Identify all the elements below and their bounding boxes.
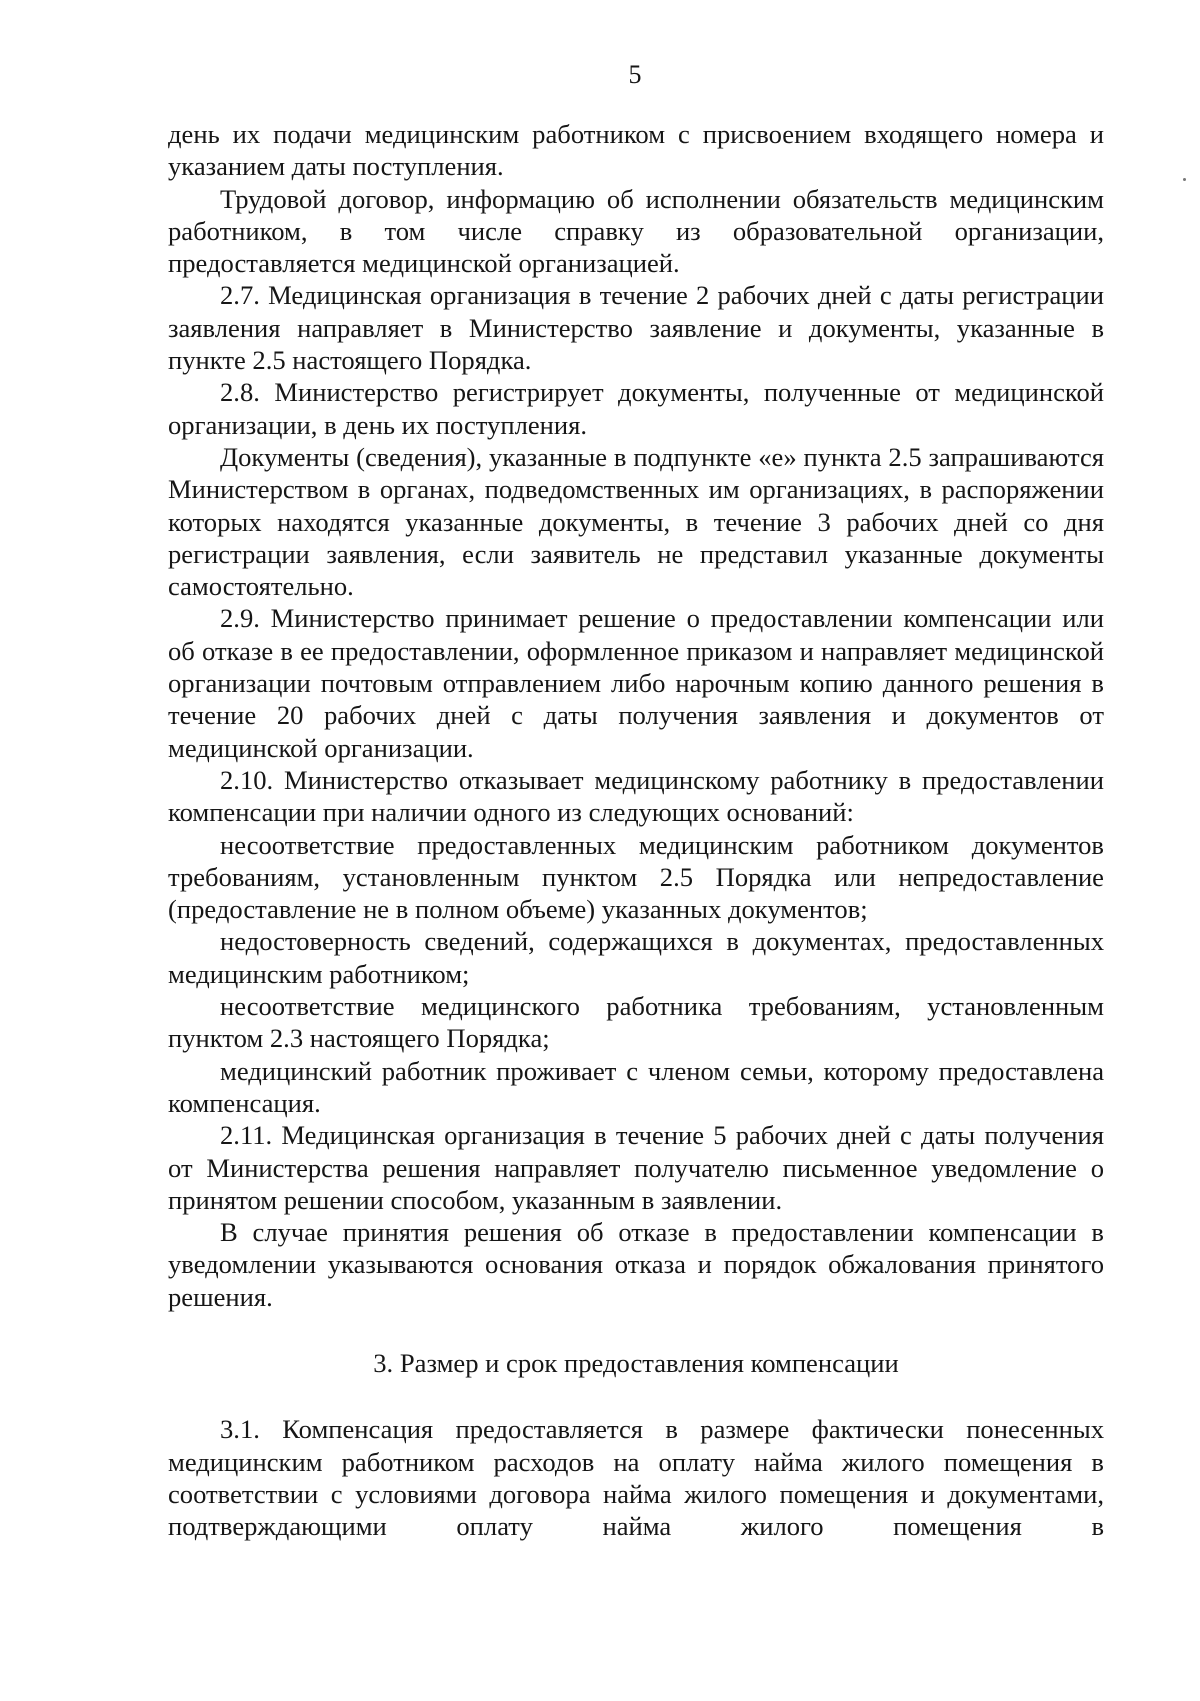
refusal-ground-1: несоответствие предоставленных медицинским работником документов требованиям, установленным пунктом 2.5 Порядка или непредоставление (предоставление не в полном объеме) указанных документов; xyxy=(168,829,1104,925)
refusal-ground-4: медицинский работник проживает с членом семьи, которому предоставлена компенсация. xyxy=(168,1055,1104,1118)
refusal-ground-2: недостоверность сведений, содержащихся в документах, предоставленных медицинским работником; xyxy=(168,926,1104,989)
section-heading: 3. Размер и срок предоставления компенсации xyxy=(373,1347,899,1378)
refusal-ground-3: несоответствие медицинского работника требованиям, установленным пунктом 2.3 настоящего Порядка; xyxy=(168,991,1104,1054)
paragraph-2-9: 2.9. Министерство принимает решение о предоставлении компенсации или об отказе в ее предоставлении, оформленное приказом и направляет медицинской организации почтовым отправлением либо нарочным копию данного решения в течение 20 рабочих дней с даты получения заявления и документов от медицинской организации. xyxy=(168,603,1104,763)
paragraph-documents-requested: Документы (сведения), указанные в подпункте «е» пункта 2.5 запрашиваются Министерством в органах, подведомственных им организациях, в распоряжении которых находятся указанные документы, в течение 3 рабочих дней со дня регистрации заявления, если заявитель не представил указанные документы самостоятельно. xyxy=(168,441,1104,602)
document-body xyxy=(168,118,1104,1542)
paragraph-3-1: 3.1. Компенсация предоставляется в размере фактически понесенных медицинским работником расходов на оплату найма жилого помещения в соответствии с условиями договора найма жилого помещения и документами, подтверждающими оплату найма жилого помещения в xyxy=(168,1414,1104,1542)
scan-speck xyxy=(1183,178,1186,181)
paragraph-2-10: 2.10. Министерство отказывает медицинскому работнику в предоставлении компенсации при наличии одного из следующих оснований: xyxy=(168,764,1104,828)
paragraph-2-8: 2.8. Министерство регистрирует документы, полученные от медицинской организации, в день их поступления. xyxy=(168,377,1104,440)
page-number: 5 xyxy=(628,60,642,89)
paragraph-refusal-notice: В случае принятия решения об отказе в предоставлении компенсации в уведомлении указываются основания отказа и порядок обжалования принятого решения. xyxy=(168,1217,1104,1312)
paragraph-continuation: день их подачи медицинским работником с присвоением входящего номера и указанием даты поступления. xyxy=(168,119,1104,182)
paragraph-2-11: 2.11. Медицинская организация в течение 5 рабочих дней с даты получения от Министерства решения направляет получателю письменное уведомление о принятом решении способом, указанным в заявлении. xyxy=(168,1120,1104,1215)
paragraph-employment-contract: Трудовой договор, информацию об исполнении обязательств медицинским работником, в том числе справку из образовательной организации, предоставляется медицинской организацией. xyxy=(168,183,1104,279)
paragraph-2-7: 2.7. Медицинская организация в течение 2 рабочих дней с даты регистрации заявления направляет в Министерство заявление и документы, указанные в пункте 2.5 настоящего Порядка. xyxy=(168,280,1104,376)
